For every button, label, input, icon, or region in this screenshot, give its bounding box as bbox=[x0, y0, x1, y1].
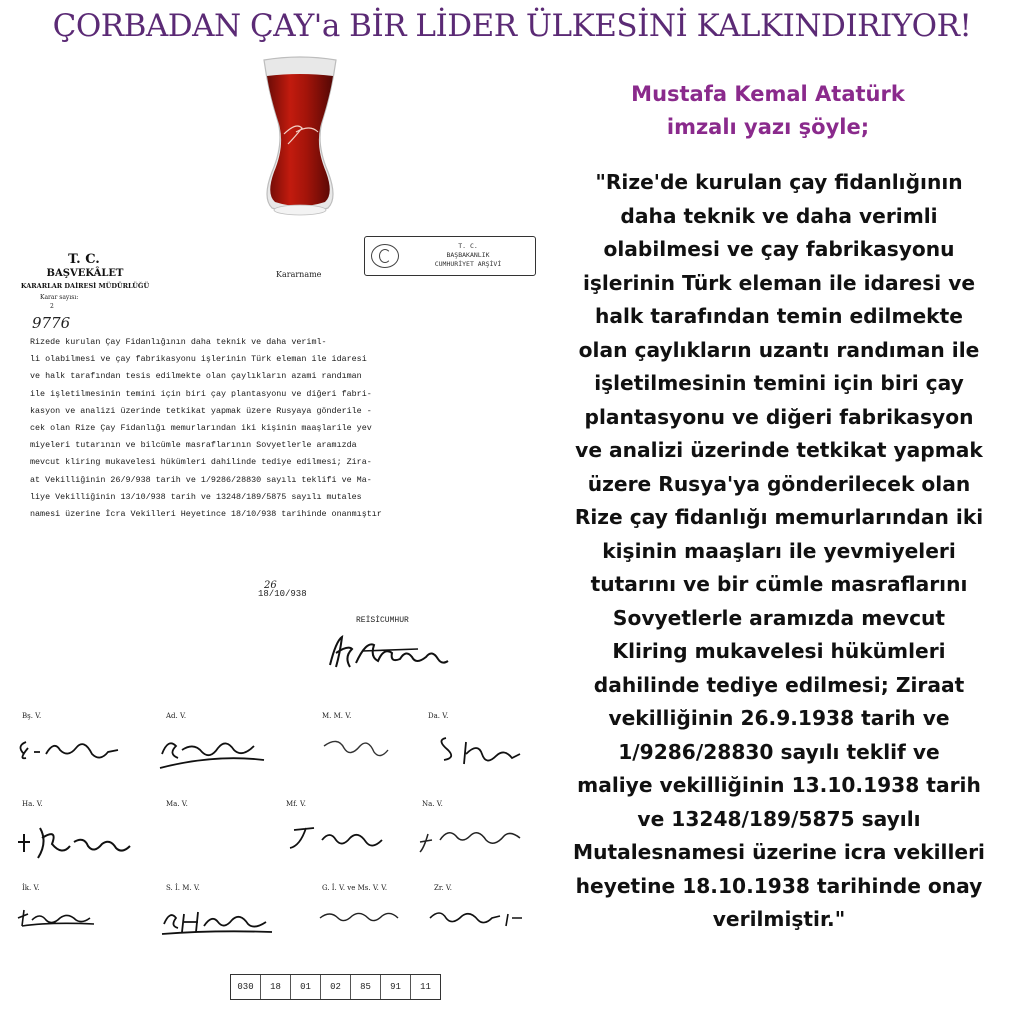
quote-line: işletilmesinin temini için biri çay bbox=[594, 371, 964, 395]
doc-body-line: ile işletilmesinin temini için biri çay plantasyonu ve diğeri fabri- bbox=[30, 388, 372, 399]
minister-signature bbox=[410, 800, 540, 870]
quote-line: Kliring mukavelesi hükümleri bbox=[612, 639, 946, 663]
doc-state: T. C. bbox=[68, 252, 100, 267]
doc-date: 18/10/938 bbox=[258, 589, 307, 599]
doc-body-line: cek olan Rize Çay Fidanlığı memurlarından iki kişinin maaşlarile yev bbox=[30, 423, 372, 434]
quote-line: vekilliğinin 26.9.1938 tarih ve bbox=[608, 706, 950, 730]
quote-line: plantasyonu ve diğeri fabrikasyon bbox=[584, 404, 974, 429]
reference-number-cell: 02 bbox=[321, 975, 351, 999]
reference-number-cell: 85 bbox=[351, 975, 381, 999]
quote-line: dahilinde tediye edilmesi; Ziraat bbox=[593, 672, 965, 697]
minister-signature bbox=[274, 800, 404, 870]
doc-karar-label: Karar sayısı: bbox=[40, 294, 79, 301]
quote-line: ve analizi üzerinde tetkikat yapmak bbox=[575, 438, 983, 462]
doc-body-line: ve halk tarafından tesis edilmekte olan çaylıkların azami randıman bbox=[30, 371, 362, 382]
quote-line: ve 13248/189/5875 sayılı bbox=[637, 806, 921, 831]
quote-line: tutarını ve bir cümle masraflarını bbox=[590, 572, 968, 596]
minister-label: Mf. V. bbox=[286, 800, 307, 808]
tea-glass-image bbox=[258, 52, 342, 218]
quote-line: olan çaylıkların uzantı randıman ile bbox=[578, 337, 980, 362]
quote-transcription bbox=[548, 166, 1010, 937]
subhead-line-1: Mustafa Kemal Atatürk bbox=[631, 82, 905, 106]
minister-signature bbox=[10, 800, 140, 870]
stamp-line-3: CUMHURİYET ARŞİVİ bbox=[434, 260, 502, 268]
minister-label: Na. V. bbox=[422, 800, 443, 808]
minister-signature bbox=[310, 884, 440, 954]
subhead bbox=[578, 78, 958, 144]
reference-number-cell: 18 bbox=[261, 975, 291, 999]
quote-line: heyetine 18.10.1938 tarihinde onay bbox=[575, 873, 983, 898]
subhead-line-2: imzalı yazı şöyle; bbox=[666, 115, 870, 139]
reference-number-cell: 11 bbox=[420, 982, 431, 992]
doc-body-line: namesi üzerine İcra Vekilleri Heyetince 18/10/938 tarihinde onanmıştır bbox=[30, 509, 382, 520]
minister-label: Ma. V. bbox=[166, 800, 188, 808]
minister-signature bbox=[422, 884, 552, 954]
doc-date-handwritten: 26 bbox=[264, 580, 277, 591]
doc-body-line: kasyon ve analizi üzerinde tetkikat yapmak üzere Rusyaya gönderile - bbox=[30, 405, 372, 416]
quote-line: daha teknik ve daha verimli bbox=[620, 203, 938, 228]
doc-president-label: REİSİCUMHUR bbox=[356, 616, 409, 625]
doc-karar-number-small: 2 bbox=[50, 303, 54, 310]
minister-signature bbox=[154, 884, 284, 954]
quote-line: halk tarafından temin edilmekte bbox=[595, 304, 963, 328]
stamp-line-2: BAŞBAKANLIK bbox=[446, 251, 490, 259]
quote-line: Rize çay fidanlığı memurlarından iki bbox=[574, 505, 984, 529]
doc-body-line: li olabilmesi ve çay fabrikasyonu işlerinin Türk eleman ile idaresi bbox=[30, 354, 367, 365]
doc-karar-number: 9776 bbox=[32, 314, 71, 332]
reference-number-cell: 01 bbox=[291, 975, 321, 999]
reference-number-cell: 91 bbox=[381, 975, 411, 999]
minister-label: Ha. V. bbox=[22, 800, 43, 808]
quote-line: Sovyetlerle aramızda mevcut bbox=[612, 605, 946, 630]
doc-body-text bbox=[30, 334, 530, 523]
minister-signature bbox=[10, 712, 140, 782]
minister-signature bbox=[154, 712, 284, 782]
minister-label: G. İ. V. ve Ms. V. V. bbox=[322, 884, 388, 892]
doc-office: BAŞVEKÂLET bbox=[46, 268, 124, 279]
quote-line: "Rize'de kurulan çay fidanlığının bbox=[595, 170, 963, 194]
minister-signature bbox=[154, 800, 284, 870]
minister-label: Da. V. bbox=[428, 712, 449, 720]
stamp-line-1: T. C. bbox=[458, 242, 478, 250]
quote-line: maliye vekilliğinin 13.10.1938 tarih bbox=[577, 773, 981, 797]
minister-label: Zr. V. bbox=[434, 884, 452, 892]
minister-label: S. İ. M. V. bbox=[166, 884, 200, 892]
quote-line: işlerinin Türk eleman ile idaresi ve bbox=[582, 270, 976, 295]
minister-label: Bş. V. bbox=[22, 712, 42, 720]
doc-body-line: Rizede kurulan Çay Fidanlığının daha teknik ve daha veriml- bbox=[30, 337, 327, 347]
headline: ÇORBADAN ÇAY'a BİR LİDER ÜLKESİNİ KALKINDIRIYOR! bbox=[52, 8, 972, 44]
reference-number-cell: 030 bbox=[231, 975, 261, 999]
doc-body-line: at Vekilliğinin 26/9/938 tarih ve 1/9286/28830 sayılı teklifi ve Ma- bbox=[30, 474, 372, 485]
quote-line: 1/9286/28830 sayılı teklif ve bbox=[618, 739, 940, 764]
doc-body-line: liye Vekilliğinin 13/10/938 tarih ve 13248/189/5875 sayılı mutales bbox=[30, 491, 362, 502]
quote-line: üzere Rusya'ya gönderilecek olan bbox=[587, 471, 971, 496]
doc-body-line: mevcut kliring mukavelesi hükümleri dahilinde tediye edilmesi; Zira- bbox=[30, 457, 372, 468]
ataturk-signature bbox=[322, 627, 452, 675]
doc-department: KARARLAR DAİRESİ MÜDÜRLÜĞÜ bbox=[20, 282, 150, 290]
doc-kararname-title: Kararname bbox=[276, 270, 322, 279]
quote-line: olabilmesi ve çay fabrikasyonu bbox=[603, 237, 955, 261]
minister-label: M. M. V. bbox=[322, 712, 352, 720]
minister-label: İk. V. bbox=[22, 884, 40, 892]
archival-document bbox=[4, 222, 544, 1022]
quote-line: kişinin maaşları ile yevmiyeleri bbox=[602, 538, 956, 563]
crescent-emblem-icon bbox=[371, 244, 399, 268]
minister-label: Ad. V. bbox=[166, 712, 187, 720]
minister-signature bbox=[10, 884, 140, 954]
archive-reference-number bbox=[230, 974, 441, 1000]
quote-line: verilmiştir." bbox=[712, 907, 846, 931]
quote-line: Mutalesnamesi üzerine icra vekilleri bbox=[573, 840, 985, 864]
minister-signature bbox=[416, 712, 546, 782]
archive-stamp bbox=[364, 236, 536, 276]
doc-body-line: miyeleri tutarının ve bilcümle masraflarının Sovyetlerle aramızda bbox=[30, 440, 357, 451]
